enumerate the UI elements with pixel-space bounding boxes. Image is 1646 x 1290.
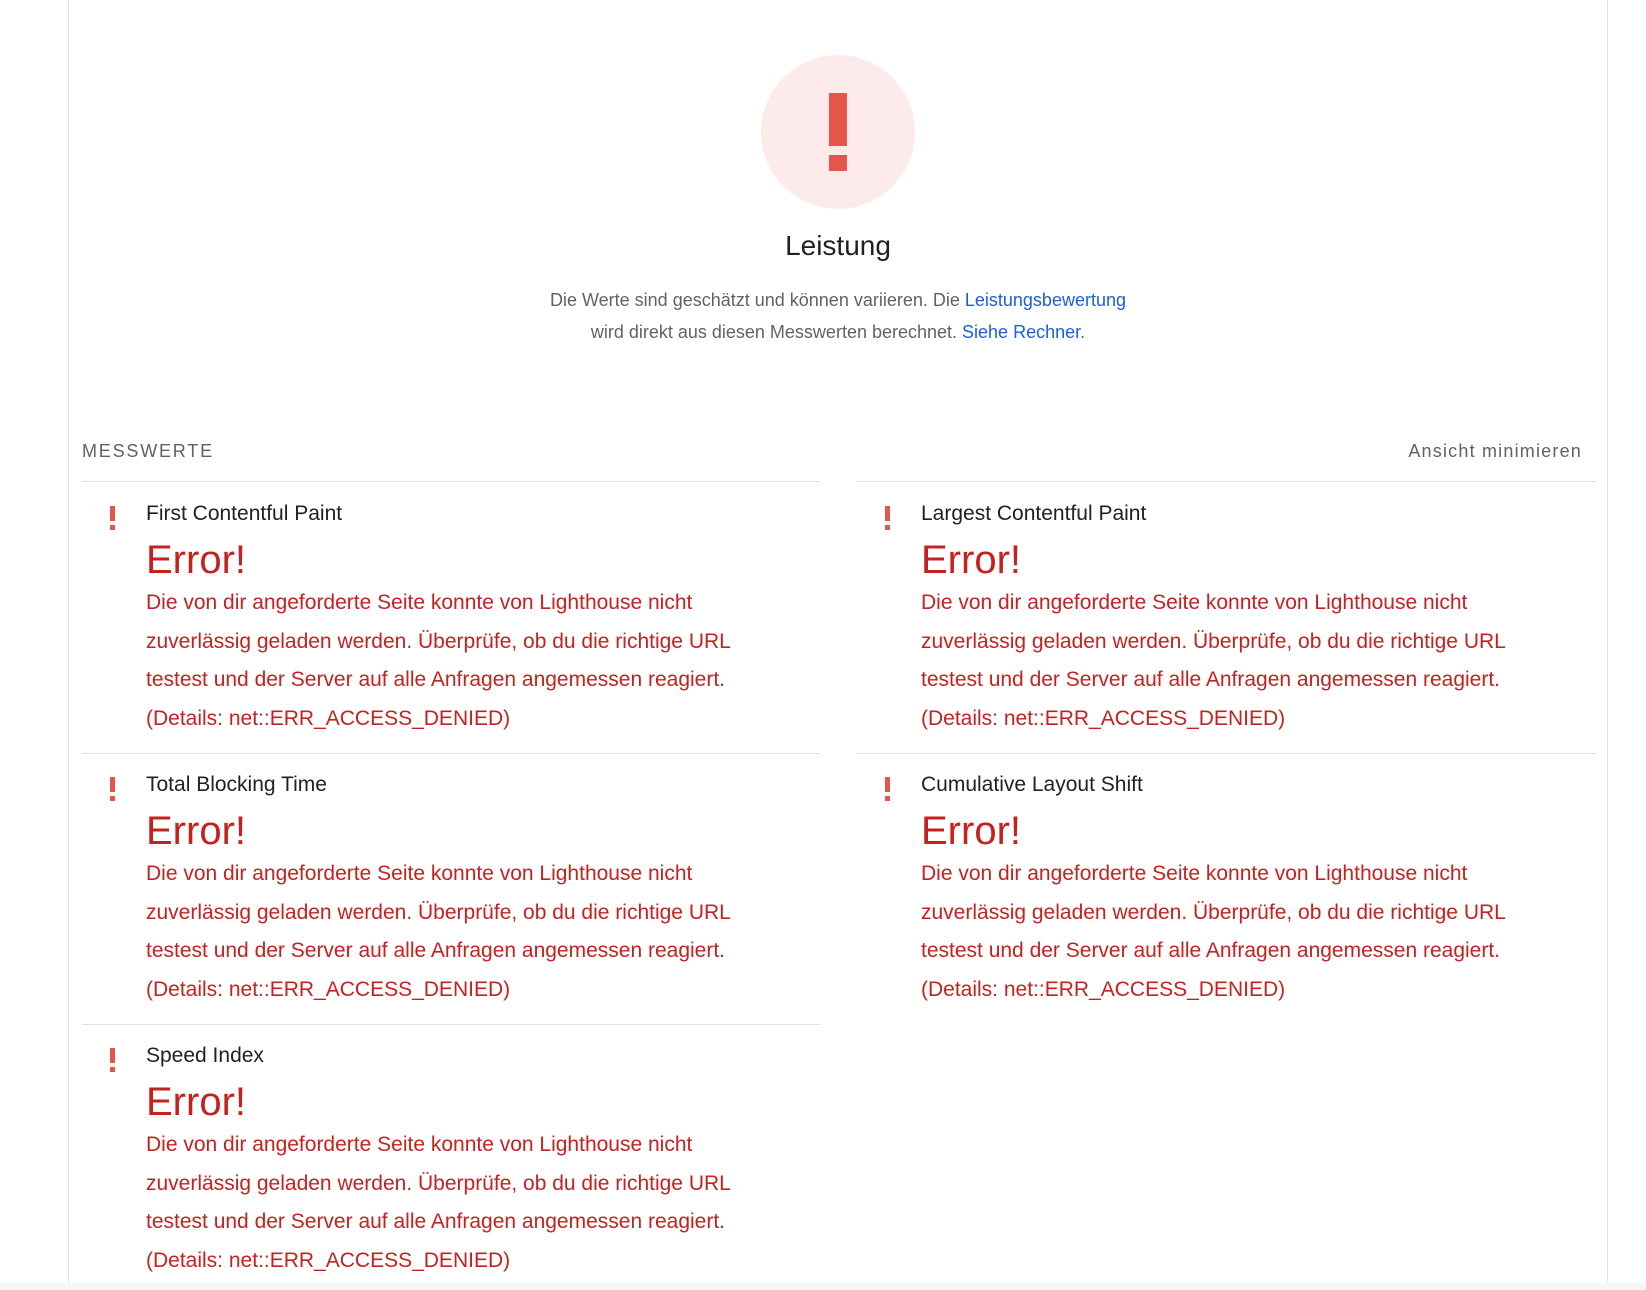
metric-title: Cumulative Layout Shift xyxy=(921,773,1143,796)
exclamation-icon xyxy=(885,506,891,530)
score-link[interactable]: Leistungsbewertung xyxy=(964,290,1126,310)
category-title: Leistung xyxy=(785,230,891,261)
description-text-1: Die Werte sind geschätzt und können variieren. Die xyxy=(549,290,965,310)
metric-error: Error! xyxy=(146,809,246,853)
metric-error-message: Die von dir angeforderte Seite konnte von Lighthouse nicht zuverlässig geladen werden. Überprüfe, ob du die richtige URL testest und der Server auf alle Anfragen angemessen reagiert. (Details: net::ERR_ACCESS_DENIED) xyxy=(921,862,1506,1001)
metrics-header: MESSWERTE xyxy=(82,441,214,461)
exclamation-icon xyxy=(110,506,116,530)
divider xyxy=(82,1024,820,1025)
metric-title: Total Blocking Time xyxy=(146,773,327,796)
divider xyxy=(82,481,820,482)
metric-error-message: Die von dir angeforderte Seite konnte von Lighthouse nicht zuverlässig geladen werden. Überprüfe, ob du die richtige URL testest und der Server auf alle Anfragen angemessen reagiert. (Details: net::ERR_ACCESS_DENIED) xyxy=(146,862,731,1001)
exclamation-icon xyxy=(110,777,116,801)
report-border-left xyxy=(68,0,69,1290)
metric-title: Speed Index xyxy=(146,1044,264,1067)
metric-title: First Contentful Paint xyxy=(146,502,343,525)
metric-error-message: Die von dir angeforderte Seite konnte von Lighthouse nicht zuverlässig geladen werden. Überprüfe, ob du die richtige URL testest und der Server auf alle Anfragen angemessen reagiert. (Details: net::ERR_ACCESS_DENIED) xyxy=(146,1133,731,1272)
metric-error: Error! xyxy=(921,538,1021,582)
report-border-right xyxy=(1607,0,1608,1290)
metric-error: Error! xyxy=(146,538,246,582)
performance-gauge[interactable] xyxy=(761,55,915,209)
metric-error: Error! xyxy=(921,809,1021,853)
metric-title: Largest Contentful Paint xyxy=(921,502,1147,525)
exclamation-icon xyxy=(761,55,915,209)
divider xyxy=(82,753,820,754)
metric-error-message: Die von dir angeforderte Seite konnte von Lighthouse nicht zuverlässig geladen werden. Überprüfe, ob du die richtige URL testest und der Server auf alle Anfragen angemessen reagiert. (Details: net::ERR_ACCESS_DENIED) xyxy=(146,591,731,730)
collapse-view-toggle[interactable]: Ansicht minimieren xyxy=(1408,441,1582,461)
exclamation-icon xyxy=(110,1048,116,1072)
description-text-2: wird direkt aus diesen Messwerten berechnet. xyxy=(590,322,963,342)
exclamation-icon xyxy=(885,777,891,801)
category-description xyxy=(0,284,1646,348)
metric-error: Error! xyxy=(146,1080,246,1124)
description-end: . xyxy=(1080,322,1086,342)
bottom-edge xyxy=(0,1283,1646,1290)
divider xyxy=(857,481,1597,482)
calculator-link[interactable]: Siehe Rechner xyxy=(962,322,1081,342)
divider xyxy=(857,753,1597,754)
metric-error-message: Die von dir angeforderte Seite konnte von Lighthouse nicht zuverlässig geladen werden. Überprüfe, ob du die richtige URL testest und der Server auf alle Anfragen angemessen reagiert. (Details: net::ERR_ACCESS_DENIED) xyxy=(921,591,1506,730)
